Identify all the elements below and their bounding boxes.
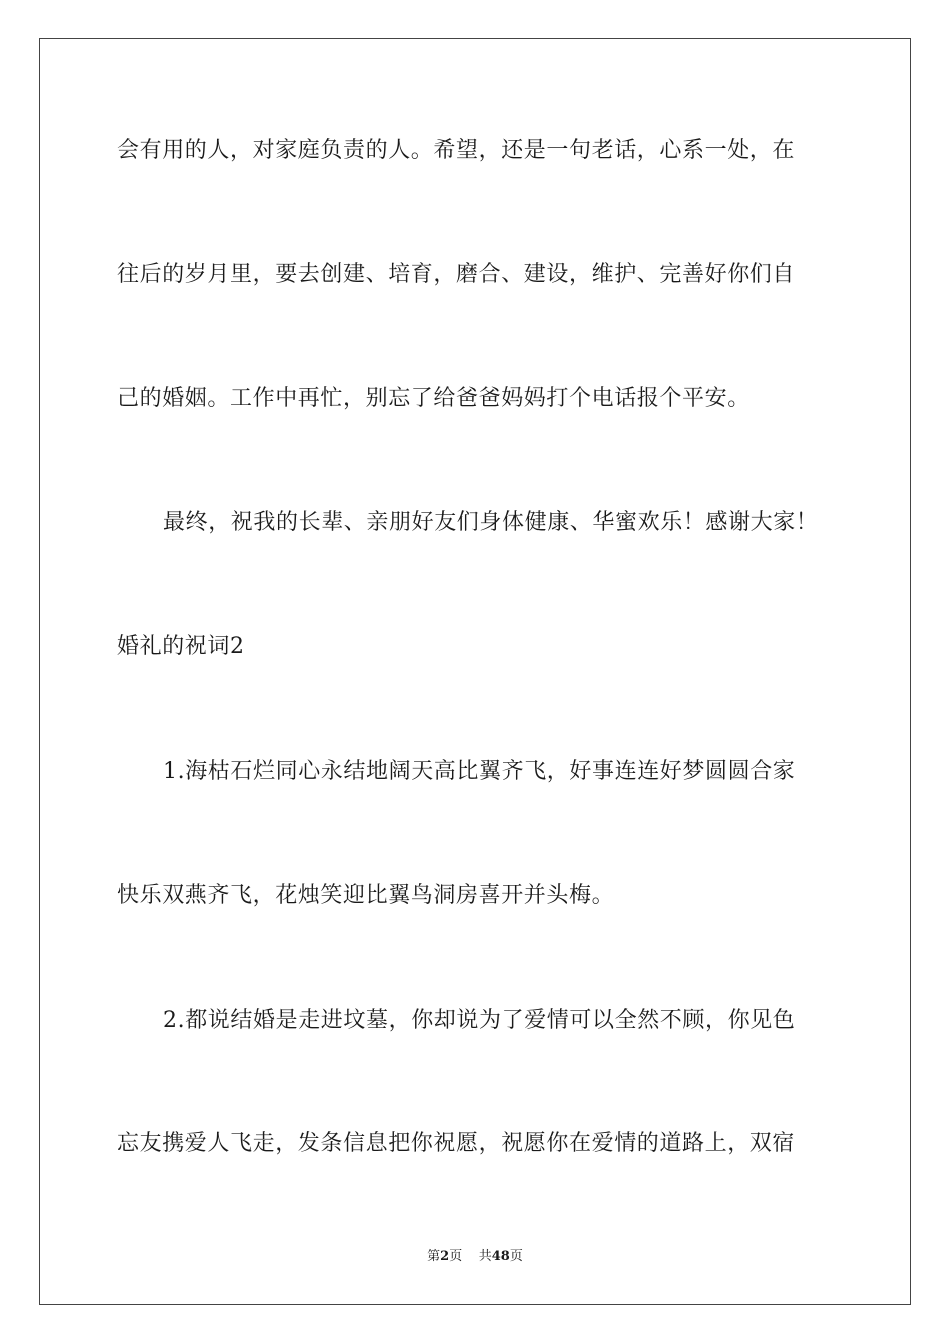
page-border [39,38,911,1305]
section-heading: 婚礼的祝词2 [117,634,245,659]
body-line-3: 己的婚姻。工作中再忙，别忘了给爸爸妈妈打个电话报个平安。 [117,386,750,411]
body-line-1: 会有用的人，对家庭负责的人。希望，还是一句老话，心系一处，在 [117,138,796,163]
body-line-8: 忘友携爱人飞走，发条信息把你祝愿，祝愿你在爱情的道路上，双宿 [117,1131,796,1156]
body-line-2: 往后的岁月里，要去创建、培育，磨合、建设，维护、完善好你们自 [117,262,796,287]
footer-page-number: 2 [440,1249,450,1264]
footer-total-pages: 48 [491,1249,510,1264]
body-line-7: 2.都说结婚是走进坟墓，你却说为了爱情可以全然不顾，你见色 [163,1008,796,1033]
body-line-5: 1.海枯石烂同心永结地阔天高比翼齐飞，好事连连好梦圆圆合家 [163,759,796,784]
footer-total-suffix: 页 [509,1249,523,1264]
body-line-4: 最终，祝我的长辈、亲朋好友们身体健康、华蜜欢乐！感谢大家！ [163,510,819,535]
footer-page-suffix: 页 [449,1249,463,1264]
page-footer [0,1248,950,1266]
footer-page-prefix: 第 [427,1249,441,1264]
footer-total-prefix: 共 [478,1249,492,1264]
body-line-6: 快乐双燕齐飞，花烛笑迎比翼鸟洞房喜开并头梅。 [117,883,615,908]
